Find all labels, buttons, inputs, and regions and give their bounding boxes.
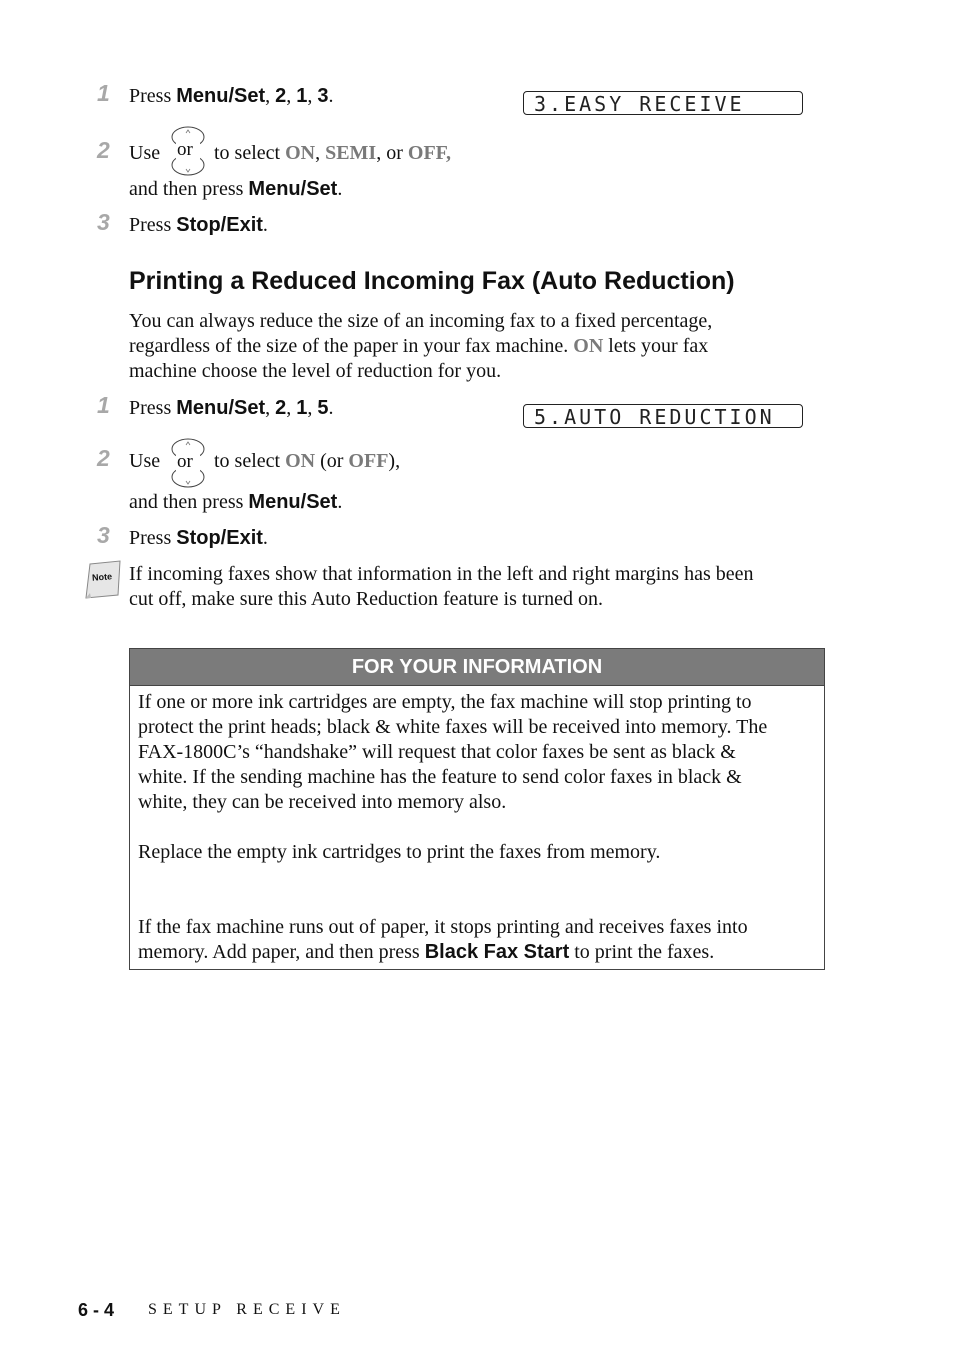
navigation-or-label: or: [177, 451, 193, 472]
step-text: to select ON, SEMI, or OFF,: [214, 142, 452, 164]
note-text: If incoming faxes show that information in the left and right margins has been cut off, make sure this Auto Reduction feature is turned on.: [129, 563, 754, 610]
navigation-or-label: or: [177, 139, 193, 160]
step-text: Press Stop/Exit.: [129, 527, 268, 549]
step-number: 3: [97, 209, 110, 235]
info-paragraph: Replace the empty ink cartridges to print the faxes from memory.: [138, 841, 661, 863]
step-number: 1: [97, 392, 110, 418]
lcd-display: 3.EASY RECEIVE: [523, 91, 803, 115]
step-number: 2: [97, 445, 110, 471]
step-text: to select ON (or OFF),: [214, 450, 401, 472]
step-number: 1: [97, 80, 110, 106]
step-text: Use: [129, 142, 161, 164]
page-number: 6 - 4: [78, 1300, 115, 1320]
step-text: Press Menu/Set, 2, 1, 3.: [129, 85, 334, 107]
info-paragraph: If the fax machine runs out of paper, it stops printing and receives faxes into memory. Add paper, and then press Black Fax Start to print the faxes.: [138, 916, 748, 963]
step-text: Use: [129, 450, 161, 472]
chapter-title: SETUP RECEIVE: [148, 1301, 346, 1318]
step-text: Press Menu/Set, 2, 1, 5.: [129, 397, 334, 419]
step-text: Press Stop/Exit.: [129, 214, 268, 236]
info-paragraph: If one or more ink cartridges are empty, the fax machine will stop printing to protect the print heads; black & white faxes will be received into memory. The FAX-1800C’s “handshake” will request that color faxes be sent as black & white. If the sending machine has the feature to send color faxes in black & white, they can be received into memory also.: [138, 691, 768, 813]
info-box-header: FOR YOUR INFORMATION: [130, 649, 824, 686]
info-box: [129, 648, 825, 970]
note-icon-label: Note: [91, 571, 113, 583]
intro-paragraph: You can always reduce the size of an incoming fax to a fixed percentage, regardless of the size of the paper in your fax machine. ON lets your fax machine choose the level of reduction for you.: [129, 310, 713, 382]
section-heading: Printing a Reduced Incoming Fax (Auto Reduction): [129, 267, 735, 295]
step-text: and then press Menu/Set.: [129, 178, 343, 200]
step-number: 3: [97, 522, 110, 548]
step-text: and then press Menu/Set.: [129, 491, 343, 513]
step-number: 2: [97, 137, 110, 163]
lcd-display: 5.AUTO REDUCTION: [523, 404, 803, 428]
